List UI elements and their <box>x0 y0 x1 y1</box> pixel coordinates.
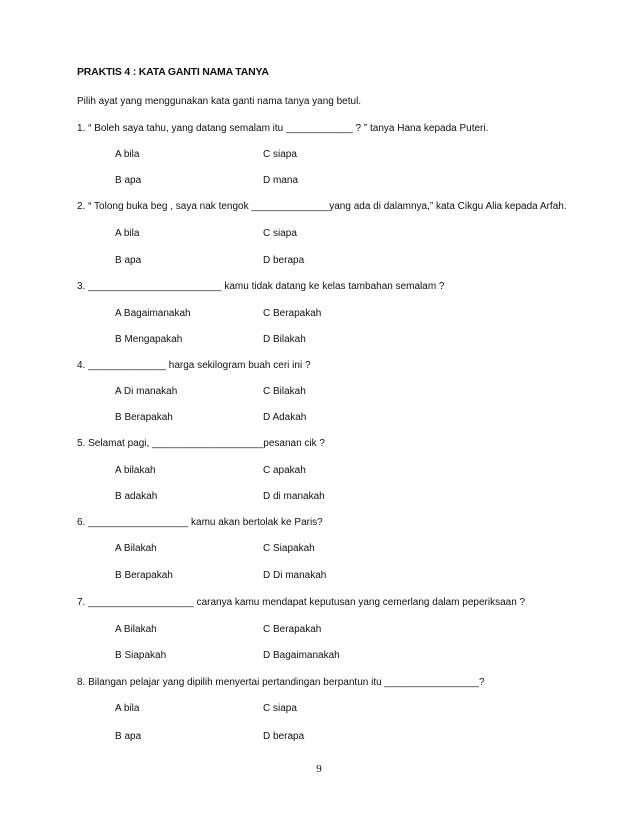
question-3-option-a: A Bagaimanakah <box>115 308 191 319</box>
question-5-option-b: B adakah <box>115 491 158 502</box>
question-8-option-a: A bila <box>115 703 140 714</box>
question-3-option-d: D Bilakah <box>263 334 306 345</box>
question-7-text: 7. ___________________ caranya kamu mendapat keputusan yang cemerlang dalam peperiksaan ? <box>77 597 526 608</box>
question-2-text: 2. “ Tolong buka beg , saya nak tengok ______________yang ada di dalamnya,” kata Cikgu Alia kepada Arfah. <box>77 201 567 212</box>
question-6-option-d: D Di manakah <box>263 570 327 581</box>
question-8-option-d: D berapa <box>263 731 305 742</box>
question-5-option-d: D di manakah <box>263 491 325 502</box>
question-7-option-b: B Siapakah <box>115 650 167 661</box>
question-4-option-a: A Di manakah <box>115 386 178 397</box>
question-6-option-b: B Berapakah <box>115 570 173 581</box>
question-8-option-c: C siapa <box>263 703 297 714</box>
question-8-text: 8. Bilangan pelajar yang dipilih menyertai pertandingan berpantun itu _________________? <box>77 677 485 688</box>
question-1-option-a: A bila <box>115 149 140 160</box>
question-4-option-c: C Bilakah <box>263 386 306 397</box>
question-5-text: 5. Selamat pagi, ____________________pesanan cik ? <box>77 438 325 449</box>
question-3-text: 3. ________________________ kamu tidak datang ke kelas tambahan semalam ? <box>77 281 445 292</box>
page-title: PRAKTIS 4 : KATA GANTI NAMA TANYA <box>77 66 269 78</box>
question-2-option-a: A bila <box>115 228 140 239</box>
question-6-option-a: A Bilakah <box>115 543 157 554</box>
question-2-option-d: D berapa <box>263 255 305 266</box>
question-3-option-c: C Berapakah <box>263 308 322 319</box>
question-2-option-b: B apa <box>115 255 142 266</box>
question-1-text: 1. “ Boleh saya tahu, yang datang semalam itu ____________ ? ” tanya Hana kepada Puteri. <box>77 123 489 134</box>
question-8-option-b: B apa <box>115 731 142 742</box>
question-1-option-d: D mana <box>263 175 299 186</box>
question-5-option-c: C apakah <box>263 465 306 476</box>
page-number: 9 <box>316 763 322 775</box>
question-1-option-c: C siapa <box>263 149 297 160</box>
question-7-option-c: C Berapakah <box>263 624 322 635</box>
question-7-option-a: A Bilakah <box>115 624 157 635</box>
question-2-option-c: C siapa <box>263 228 297 239</box>
question-4-option-b: B Berapakah <box>115 412 173 423</box>
question-3-option-b: B Mengapakah <box>115 334 183 345</box>
question-5-option-a: A bilakah <box>115 465 156 476</box>
question-6-text: 6. __________________ kamu akan bertolak ke Paris? <box>77 517 323 528</box>
question-6-option-c: C Siapakah <box>263 543 315 554</box>
question-4-text: 4. ______________ harga sekilogram buah ceri ini ? <box>77 360 311 371</box>
instruction-text: Pilih ayat yang menggunakan kata ganti nama tanya yang betul. <box>77 96 362 107</box>
question-1-option-b: B apa <box>115 175 142 186</box>
question-4-option-d: D Adakah <box>263 412 307 423</box>
question-7-option-d: D Bagaimanakah <box>263 650 340 661</box>
